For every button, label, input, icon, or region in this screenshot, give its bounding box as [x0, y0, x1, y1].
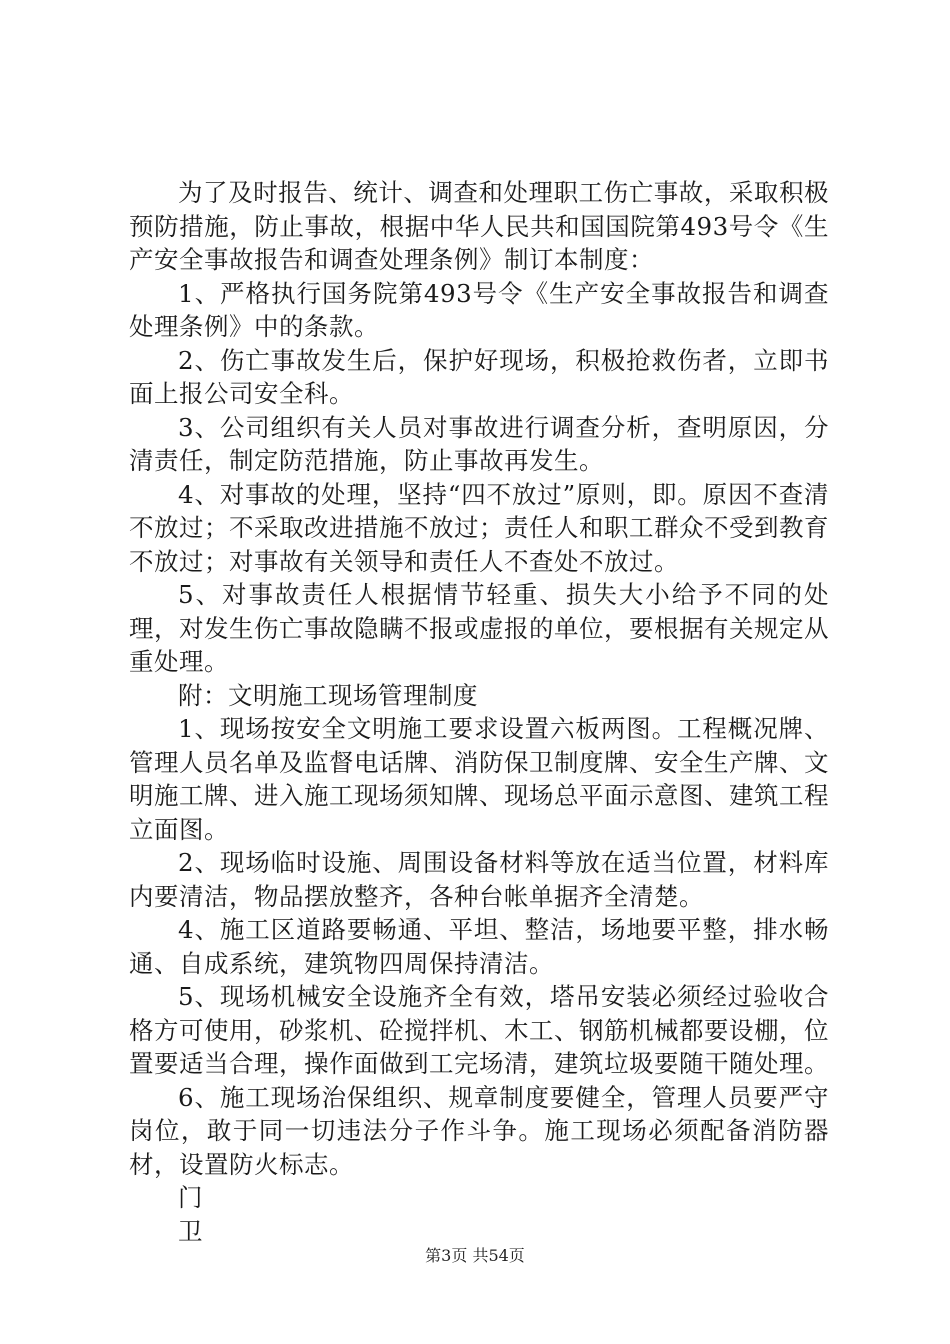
appendix-item-6: 6、施工现场治保组织、规章制度要健全，管理人员要严守岗位，敢于同一切违法分子作斗争。施工现场必须配备消防器材，设置防火标志。 [129, 1082, 829, 1179]
clause-1-paragraph: 1、严格执行国务院第493号令《生产安全事故报告和调查处理条例》中的条款。 [129, 278, 829, 341]
appendix-item-4: 4、施工区道路要畅通、平坦、整洁，场地要平整，排水畅通、自成系统，建筑物四周保持清洁。 [129, 915, 829, 978]
appendix-item-2: 2、现场临时设施、周围设备材料等放在适当位置，材料库内要清洁，物品摆放整齐，各种台帐单据齐全清楚。 [129, 848, 829, 911]
gate-heading-char-2: 卫 [178, 1216, 203, 1246]
page-footer: 第3页 共54页 [425, 1246, 525, 1265]
document-body [129, 176, 829, 1248]
appendix-item-1: 1、现场按安全文明施工要求设置六板两图。工程概况牌、管理人员名单及监督电话牌、消防保卫制度牌、安全生产牌、文明施工牌、进入施工现场须知牌、现场总平面示意图、建筑工程立面图。 [129, 714, 829, 844]
clause-4-paragraph: 4、对事故的处理，坚持“四不放过”原则，即。原因不查清不放过；不采取改进措施不放过；责任人和职工群众不受到教育不放过；对事故有关领导和责任人不查处不放过。 [129, 479, 829, 576]
gate-heading-char-1: 门 [178, 1183, 203, 1212]
appendix-heading: 附：文明施工现场管理制度 [178, 680, 478, 710]
clause-5-paragraph: 5、对事故责任人根据情节轻重、损失大小给予不同的处理，对发生伤亡事故隐瞒不报或虚报的单位，要根据有关规定从重处理。 [129, 580, 829, 676]
clause-3-paragraph: 3、公司组织有关人员对事故进行调查分析，查明原因，分清责任，制定防范措施，防止事故再发生。 [129, 412, 829, 475]
clause-2-paragraph: 2、伤亡事故发生后，保护好现场，积极抢救伤者，立即书面上报公司安全科。 [129, 345, 829, 408]
intro-paragraph: 为了及时报告、统计、调查和处理职工伤亡事故，采取积极预防措施，防止事故，根据中华人民共和国国院第493号令《生产安全事故报告和调查处理条例》制订本制度： [129, 178, 829, 274]
appendix-item-5: 5、现场机械安全设施齐全有效，塔吊安装必须经过验收合格方可使用，砂浆机、砼搅拌机、木工、钢筋机械都要设棚，位置要适当合理，操作面做到工完场清，建筑垃圾要随干随处理。 [129, 982, 829, 1078]
